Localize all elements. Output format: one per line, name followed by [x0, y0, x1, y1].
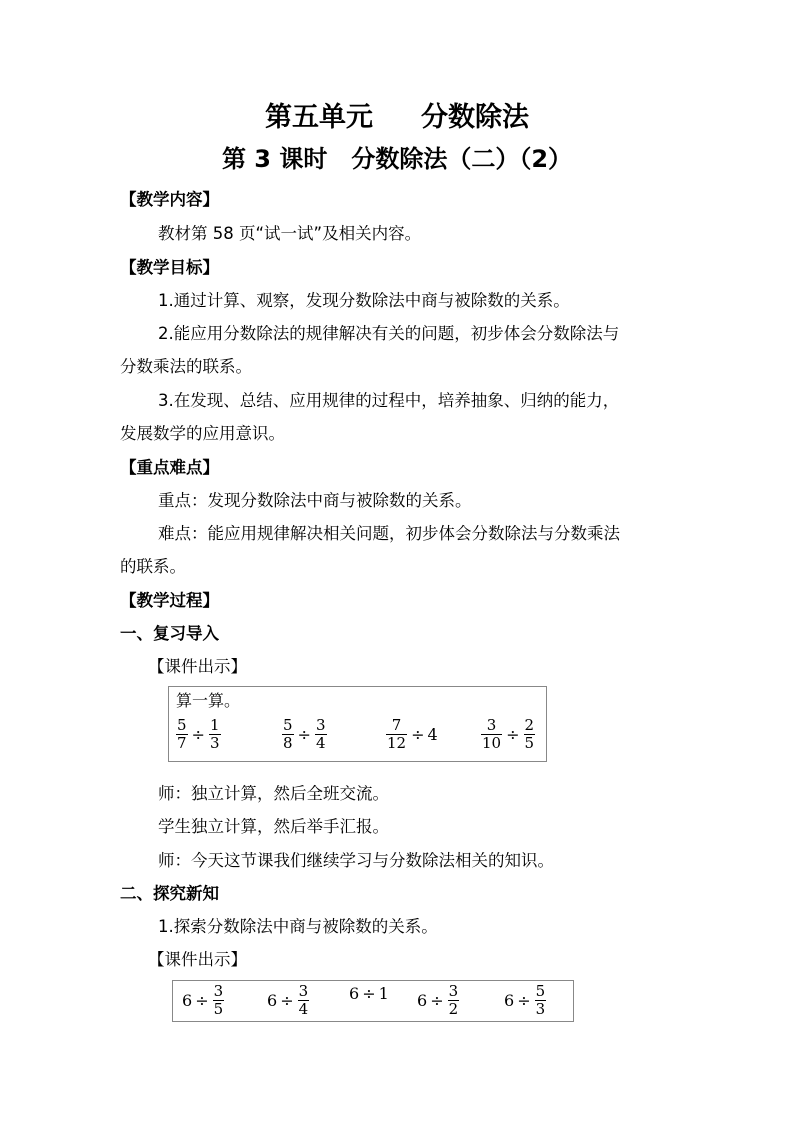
goal-1: 1.通过计算、观察，发现分数除法中商与被除数的关系。 — [158, 291, 570, 310]
divisor-fraction — [448, 983, 460, 1018]
content-heading: 【教学内容】 — [120, 190, 219, 209]
division-expression — [504, 983, 547, 1018]
goal-2-line1: 2.能应用分数除法的规律解决有关的问题，初步体会分数除法与 — [158, 324, 620, 343]
numerator: 5 — [177, 716, 187, 734]
divisor-number: 1 — [378, 984, 389, 1003]
division-expression — [349, 983, 389, 1003]
numerator: 3 — [448, 982, 459, 1000]
unit-name: 第五单元 — [265, 102, 373, 133]
dividend-fraction — [386, 717, 407, 752]
denominator: 7 — [177, 734, 187, 752]
divisor-fraction — [209, 717, 221, 752]
denominator: 10 — [482, 734, 502, 752]
exercise-box-1-title: 算一算。 — [176, 691, 241, 710]
exercise-box-2-expressions — [173, 981, 573, 1021]
divisor-fraction — [315, 717, 327, 752]
division-sign: ÷ — [411, 725, 425, 744]
part1-heading: 一、复习导入 — [120, 624, 219, 643]
division-expression — [267, 983, 310, 1018]
division-sign: ÷ — [362, 984, 376, 1003]
dividend-number: 6 — [182, 991, 193, 1010]
denominator: 4 — [315, 734, 326, 752]
content-text: 教材第 58 页“试一试”及相关内容。 — [158, 224, 422, 243]
dividend-number: 6 — [417, 991, 428, 1010]
goal-3-line1: 3.在发现、总结、应用规律的过程中，培养抽象、归纳的能力， — [158, 391, 620, 410]
divisor-fraction — [298, 983, 310, 1018]
key-point: 重点：发现分数除法中商与被除数的关系。 — [158, 491, 472, 510]
teacher-line-2: 师：今天这节课我们继续学习与分数除法相关的知识。 — [158, 851, 554, 870]
division-expression — [175, 717, 222, 752]
denominator: 8 — [283, 734, 293, 752]
explore-item-1: 1.探索分数除法中商与被除数的关系。 — [158, 917, 438, 936]
numerator: 1 — [209, 716, 220, 734]
courseware-label-1: 【课件出示】 — [148, 657, 247, 676]
denominator: 12 — [387, 734, 407, 752]
denominator: 5 — [213, 1000, 224, 1018]
division-expression — [281, 717, 328, 752]
part2-heading: 二、探究新知 — [120, 884, 219, 903]
goal-2-line2: 分数乘法的联系。 — [120, 357, 252, 376]
division-sign: ÷ — [195, 991, 209, 1010]
denominator: 2 — [448, 1000, 459, 1018]
division-expression — [417, 983, 460, 1018]
division-expression — [480, 717, 536, 752]
division-expression — [182, 983, 225, 1018]
goals-heading: 【教学目标】 — [120, 258, 219, 277]
dividend-fraction — [176, 717, 188, 752]
divisor-fraction — [213, 983, 225, 1018]
key-heading: 【重点难点】 — [120, 458, 219, 477]
difficulty-line1: 难点：能应用规律解决相关问题，初步体会分数除法与分数乘法 — [158, 524, 620, 543]
lesson-title: 第 3 课时 分数除法（二）（2） — [221, 145, 573, 173]
exercise-box-1 — [168, 686, 547, 762]
difficulty-line2: 的联系。 — [120, 557, 186, 576]
divisor-fraction — [524, 717, 536, 752]
unit-title — [0, 98, 794, 138]
numerator: 3 — [315, 716, 326, 734]
numerator: 7 — [391, 716, 402, 734]
divisor-number: 4 — [427, 725, 438, 744]
division-sign: ÷ — [506, 725, 520, 744]
division-sign: ÷ — [430, 991, 444, 1010]
division-sign: ÷ — [517, 991, 531, 1010]
goal-3-line2: 发展数学的应用意识。 — [120, 424, 285, 443]
denominator: 3 — [209, 734, 220, 752]
denominator: 5 — [524, 734, 535, 752]
process-heading: 【教学过程】 — [120, 591, 219, 610]
dividend-number: 6 — [349, 984, 360, 1003]
numerator: 5 — [283, 716, 293, 734]
teacher-line-1: 师：独立计算，然后全班交流。 — [158, 784, 389, 803]
division-sign: ÷ — [191, 725, 205, 744]
exercise-box-1-expressions — [169, 717, 546, 757]
division-expression — [385, 717, 438, 752]
courseware-label-2: 【课件出示】 — [148, 950, 247, 969]
dividend-number: 6 — [267, 991, 278, 1010]
denominator: 4 — [298, 1000, 309, 1018]
numerator: 3 — [298, 982, 309, 1000]
denominator: 3 — [535, 1000, 546, 1018]
divisor-fraction — [535, 983, 547, 1018]
unit-subject: 分数除法 — [421, 102, 529, 133]
dividend-fraction — [481, 717, 502, 752]
numerator: 2 — [524, 716, 535, 734]
dividend-number: 6 — [504, 991, 515, 1010]
division-sign: ÷ — [280, 991, 294, 1010]
exercise-box-2 — [172, 980, 574, 1022]
dividend-fraction — [282, 717, 294, 752]
numerator: 3 — [486, 716, 497, 734]
student-line-1: 学生独立计算，然后举手汇报。 — [158, 817, 389, 836]
division-sign: ÷ — [297, 725, 311, 744]
numerator: 3 — [213, 982, 224, 1000]
numerator: 5 — [535, 982, 546, 1000]
